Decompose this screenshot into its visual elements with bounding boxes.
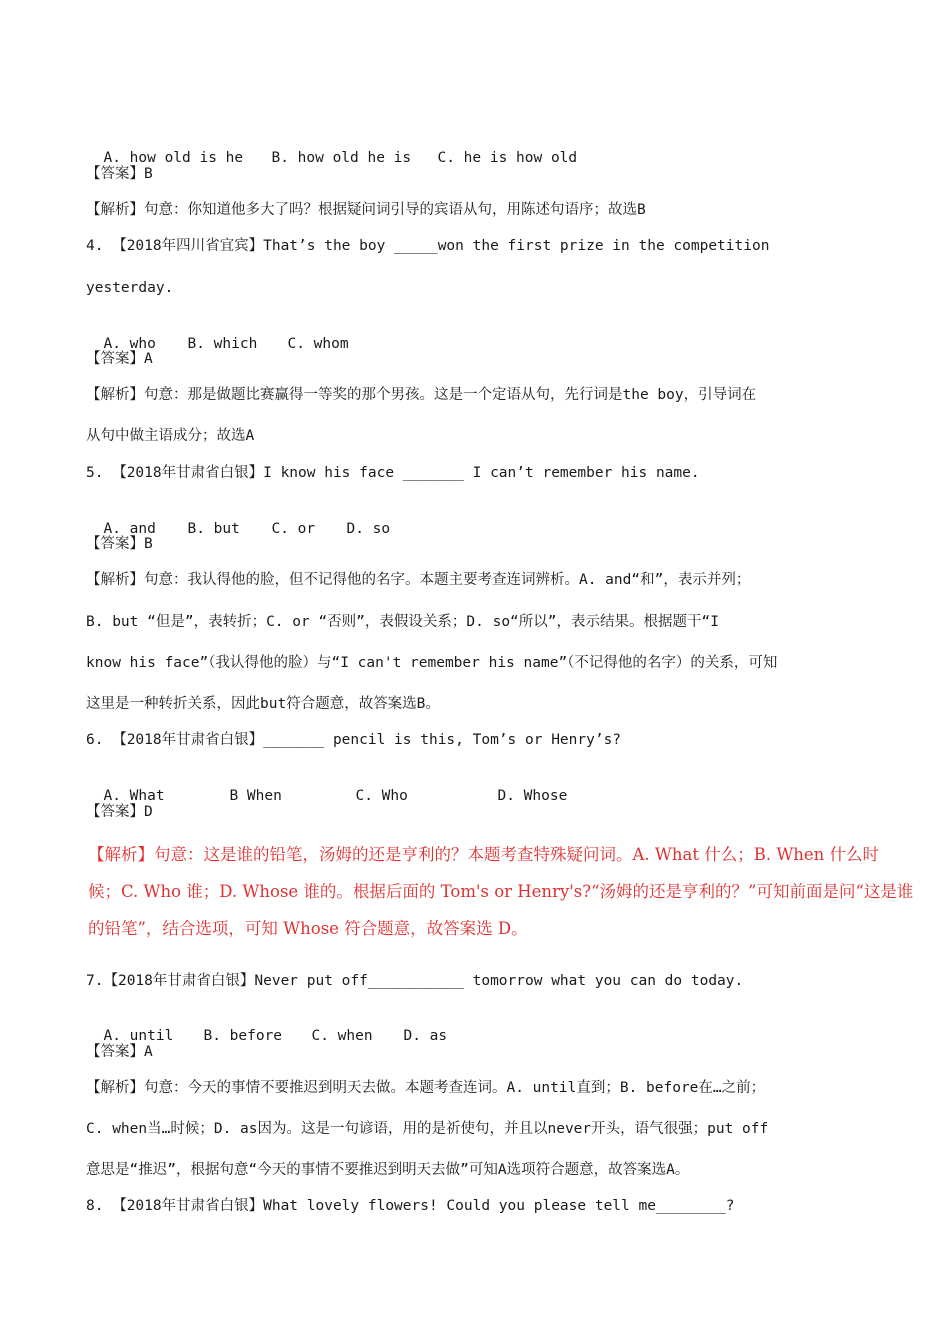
q5-stem: 5. 【2018年甘肃省白银】I know his face _______ I can’t remember his name.: [86, 465, 700, 481]
q4-option-a: A. who: [103, 336, 156, 352]
q7-option-a: A. until: [103, 1028, 174, 1044]
q7-analysis-cont-2: 意思是“推迟”，根据句意“今天的事情不要推迟到明天去做”可知A选项符合题意，故答案选A。: [86, 1162, 690, 1178]
q6-option-b: B When: [229, 788, 282, 804]
q4-analysis-cont: 从句中做主语成分；故选A: [86, 428, 255, 444]
q5-answer: 【答案】B: [86, 536, 153, 552]
q6-options: [86, 766, 567, 806]
q6-answer: 【答案】D: [86, 804, 153, 820]
q6-option-c: C. Who: [355, 788, 408, 804]
q5-analysis-cont-1: B. but “但是”，表转折；C. or “否则”，表假设关系；D. so“所以”，表示结果。根据题干“I: [86, 614, 719, 630]
q4-stem: 4. 【2018年四川省宜宾】That’s the boy _____won the first prize in the competition: [86, 238, 770, 254]
q3-option-b: B. how old he is: [271, 150, 412, 166]
q7-stem: 7.【2018年甘肃省白银】Never put off___________ tomorrow what you can do today.: [86, 973, 744, 989]
q5-analysis-cont-3: 这里是一种转折关系，因此but符合题意，故答案选B。: [86, 696, 440, 712]
q5-option-d: D. so: [346, 521, 391, 537]
q4-option-b: B. which: [187, 336, 258, 352]
q4-option-c: C. whom: [287, 336, 349, 352]
q5-analysis: 【解析】句意：我认得他的脸，但不记得他的名字。本题主要考查连词辨析。A. and“和”，表示并列；: [86, 572, 751, 588]
q4-answer: 【答案】A: [86, 351, 153, 367]
q5-option-c: C. or: [271, 521, 316, 537]
q4-options: [86, 314, 349, 354]
q5-analysis-cont-2: know his face”（我认得他的脸）与“I can't remember his name”（不记得他的名字）的关系，可知: [86, 655, 778, 671]
q6-option-a: A. What: [103, 788, 165, 804]
q4-analysis: 【解析】句意：那是做题比赛赢得一等奖的那个男孩。这是一个定语从句，先行词是the boy，引导词在: [86, 387, 757, 403]
q3-answer: 【答案】B: [86, 166, 153, 182]
q3-analysis: 【解析】句意：你知道他多大了吗？根据疑问词引导的宾语从句，用陈述句语序；故选B: [86, 202, 646, 218]
q5-options: [86, 499, 390, 539]
q7-option-b: B. before: [203, 1028, 283, 1044]
q7-answer: 【答案】A: [86, 1044, 153, 1060]
q6-analysis-cont-1: 候；C. Who 谁；D. Whose 谁的。根据后面的 Tom's or Henry's?“汤姆的还是亨利的？”可知前面是问“这是谁: [88, 882, 914, 901]
q6-analysis-cont-2: 的铅笔”，结合选项，可知 Whose 符合题意，故答案选 D。: [88, 919, 528, 938]
q7-analysis: 【解析】句意：今天的事情不要推迟到明天去做。本题考查连词。A. until直到；B. before在…之前；: [86, 1080, 766, 1096]
q7-option-c: C. when: [311, 1028, 373, 1044]
q6-stem: 6. 【2018年甘肃省白银】_______ pencil is this, Tom’s or Henry’s?: [86, 732, 622, 748]
q4-stem-cont: yesterday.: [86, 280, 174, 296]
q7-option-d: D. as: [403, 1028, 448, 1044]
q8-stem: 8. 【2018年甘肃省白银】What lovely flowers! Could you please tell me________?: [86, 1198, 735, 1214]
q7-options: [86, 1006, 447, 1046]
q3-options: [86, 128, 577, 168]
q5-option-b: B. but: [187, 521, 240, 537]
q3-option-c: C. he is how old: [437, 150, 578, 166]
q6-analysis: 【解析】句意：这是谁的铅笔，汤姆的还是亨利的？本题考查特殊疑问词。A. What 什么；B. When 什么时: [88, 845, 880, 864]
q5-option-a: A. and: [103, 521, 156, 537]
q3-option-a: A. how old is he: [103, 150, 244, 166]
q7-analysis-cont-1: C. when当…时候；D. as因为。这是一句谚语，用的是祈使句，并且以never开头，语气很强；put off: [86, 1121, 769, 1137]
q6-option-d: D. Whose: [497, 788, 568, 804]
